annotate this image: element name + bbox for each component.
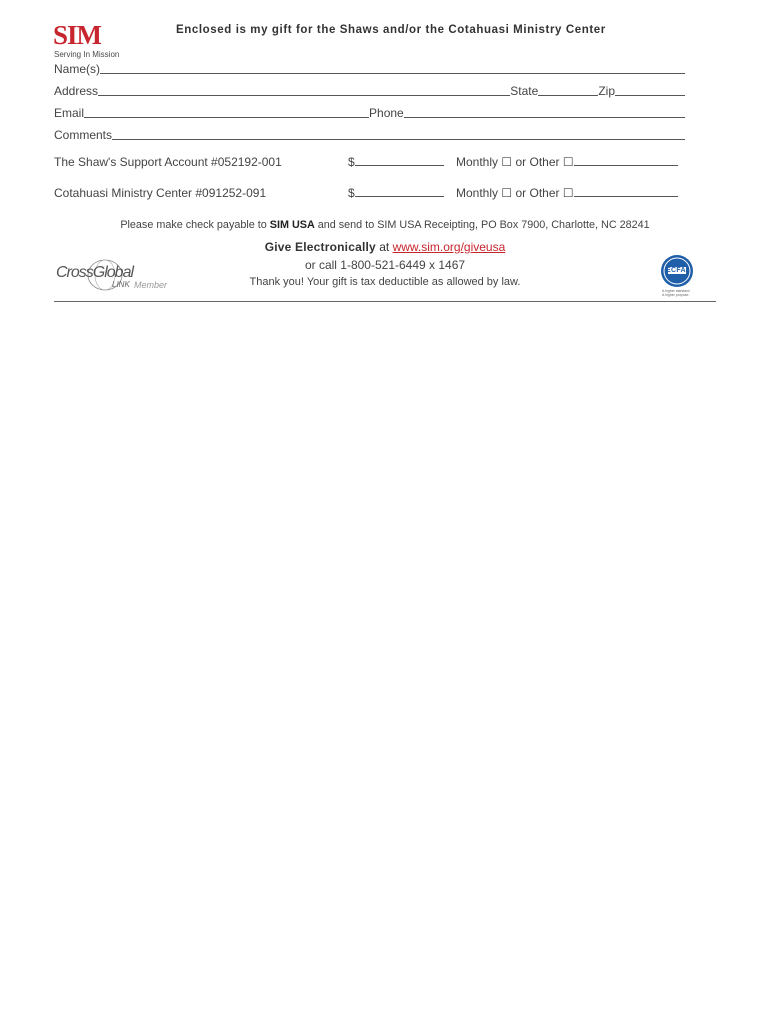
comments-label: Comments xyxy=(54,128,113,142)
email-label: Email xyxy=(54,106,85,120)
crossglobal-link-logo xyxy=(55,258,175,294)
phone-label: Phone xyxy=(369,106,404,120)
monthly-checkbox[interactable]: ☐ xyxy=(501,155,513,169)
give-at: at xyxy=(375,240,393,254)
phone-field[interactable] xyxy=(404,116,685,118)
other-field[interactable] xyxy=(574,195,678,197)
monthly-checkbox[interactable]: ☐ xyxy=(501,186,513,200)
call-phone: or call 1-800-521-6449 x 1467 xyxy=(304,258,466,272)
other-field[interactable] xyxy=(574,164,678,166)
amount-field[interactable] xyxy=(355,164,444,166)
state-label: State xyxy=(510,84,539,98)
address-label: Address xyxy=(54,84,99,98)
zip-field[interactable] xyxy=(615,94,685,96)
comments-field[interactable] xyxy=(112,138,685,140)
ecfa-seal xyxy=(659,254,699,300)
give-heading: Give Electronically xyxy=(264,240,376,254)
account-shaw-amount xyxy=(348,155,444,169)
names-label: Name(s) xyxy=(54,62,101,76)
payable-instructions xyxy=(0,219,770,231)
amount-field[interactable] xyxy=(355,195,444,197)
sim-logo-text: SIM xyxy=(53,20,102,50)
zip-label: Zip xyxy=(598,84,615,98)
account-shaw-frequency xyxy=(456,155,678,169)
email-row xyxy=(54,104,685,120)
account-cotahuasi-frequency xyxy=(456,186,678,200)
ecfa-caption-2: A higher purpose. xyxy=(662,293,690,297)
email-field[interactable] xyxy=(84,116,369,118)
comments-row xyxy=(54,126,685,142)
payable-pre: Please make check payable to xyxy=(120,219,270,231)
ecfa-caption-1: A higher standard. xyxy=(662,289,691,293)
thank-you-note: Thank you! Your gift is tax deductible as allowed by law. xyxy=(249,276,521,288)
address-field[interactable] xyxy=(98,94,510,96)
other-checkbox[interactable]: ☐ xyxy=(562,186,574,200)
give-electronically xyxy=(0,240,770,254)
monthly-label: Monthly xyxy=(456,155,499,169)
crossglobal-link-text: LINK xyxy=(112,280,130,289)
payable-org: SIM USA xyxy=(269,219,315,231)
names-row xyxy=(54,60,685,76)
other-checkbox[interactable]: ☐ xyxy=(562,155,574,169)
form-heading: Enclosed is my gift for the Shaws and/or the Cotahuasi Ministry Center xyxy=(176,24,606,36)
dollar-sign: $ xyxy=(348,186,355,200)
crossglobal-member-text: Member xyxy=(134,280,168,290)
account-cotahuasi-label: Cotahuasi Ministry Center #091252-091 xyxy=(54,186,267,200)
other-label: or Other xyxy=(515,155,560,169)
other-label: or Other xyxy=(515,186,560,200)
payable-post: and send to SIM USA Receipting, PO Box 7900, Charlotte, NC 28241 xyxy=(314,219,650,231)
address-row xyxy=(54,82,685,98)
crossglobal-text: CrossGlobal xyxy=(56,264,134,281)
state-field[interactable] xyxy=(538,94,598,96)
names-field[interactable] xyxy=(100,72,685,74)
sim-logo xyxy=(53,22,133,60)
account-shaw-label: The Shaw's Support Account #052192-001 xyxy=(54,155,282,169)
account-cotahuasi-amount xyxy=(348,186,444,200)
dollar-sign: $ xyxy=(348,155,355,169)
ecfa-text: ECFA xyxy=(666,267,686,274)
sim-logo-tagline: Serving In Mission xyxy=(54,50,120,59)
bottom-rule xyxy=(54,301,716,302)
monthly-label: Monthly xyxy=(456,186,499,200)
give-link[interactable]: www.sim.org/giveusa xyxy=(392,240,506,254)
